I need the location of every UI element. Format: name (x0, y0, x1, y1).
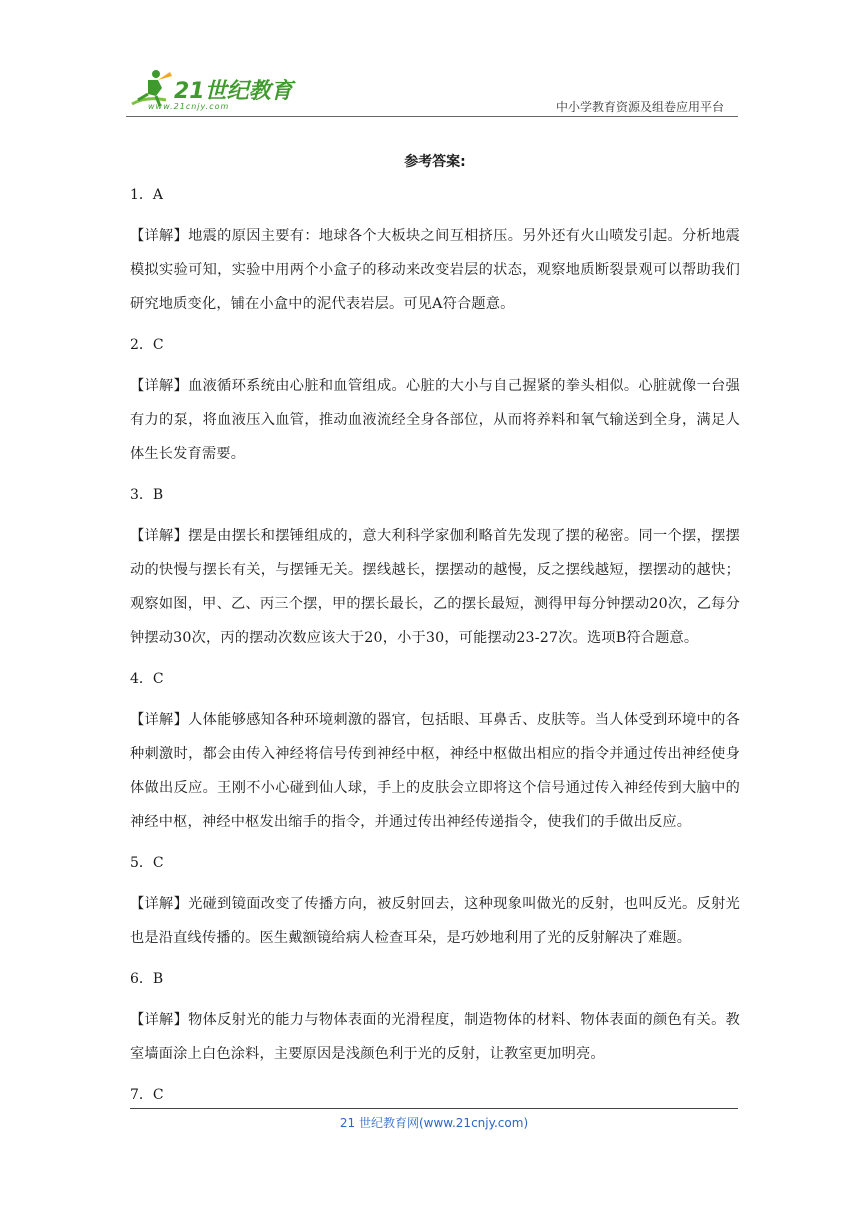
header-divider (126, 116, 738, 117)
answer-number: 5．C (130, 855, 164, 871)
answer-content (130, 152, 740, 1119)
answer-number: 3．B (130, 487, 164, 503)
answer-detail: 【详解】摆是由摆长和摆锤组成的，意大利科学家伽利略首先发现了摆的秘密。同一个摆，摆摆动的快慢与摆长有关，与摆锤无关。摆线越长，摆摆动的越慢，反之摆线越短，摆摆动的越快；观察如图，甲、乙、丙三个摆，甲的摆长最长，乙的摆长最短，测得甲每分钟摆动20次，乙每分钟摆动30次，丙的摆动次数应该大于20，小于30，可能摆动23-27次。选项B符合题意。 (130, 528, 740, 646)
answer-detail: 【详解】人体能够感知各种环境刺激的器官，包括眼、耳鼻舌、皮肤等。当人体受到环境中的各种刺激时，都会由传入神经将信号传到神经中枢，神经中枢做出相应的指令并通过传出神经使身体做出反应。王刚不小心碰到仙人球，手上的皮肤会立即将这个信号通过传入神经传到大脑中的神经中枢，神经中枢发出缩手的指令，并通过传出神经传递指令，使我们的手做出反应。 (130, 712, 740, 830)
footer-link[interactable]: 21 世纪教育网(www.21cnjy.com) (339, 1116, 529, 1130)
page-header (126, 66, 738, 118)
answer-detail: 【详解】物体反射光的能力与物体表面的光滑程度，制造物体的材料、物体表面的颜色有关。教室墙面涂上白色涂料，主要原因是浅颜色利于光的反射，让教室更加明亮。 (130, 1012, 740, 1062)
platform-tagline: 中小学教育资源及组卷应用平台 (555, 100, 724, 114)
site-logo[interactable] (126, 66, 296, 114)
answer-detail: 【详解】地震的原因主要有：地球各个大板块之间互相挤压。另外还有火山喷发引起。分析地震模拟实验可知，实验中用两个小盒子的移动来改变岩层的状态，观察地质断裂景观可以帮助我们研究地质变化，铺在小盒中的泥代表岩层。可见A符合题意。 (130, 228, 740, 312)
footer-divider (130, 1108, 738, 1109)
answer-number: 7．C (130, 1087, 164, 1103)
logo-url: www.21cnjy.com (148, 102, 230, 111)
answer-title: 参考答案: (404, 154, 466, 170)
answer-detail: 【详解】光碰到镜面改变了传播方向，被反射回去，这种现象叫做光的反射，也叫反光。反射光也是沿直线传播的。医生戴额镜给病人检查耳朵，是巧妙地利用了光的反射解决了难题。 (130, 896, 740, 946)
answer-list (130, 185, 740, 1105)
answer-detail: 【详解】血液循环系统由心脏和血管组成。心脏的大小与自己握紧的拳头相似。心脏就像一台强有力的泵，将血液压入血管，推动血液流经全身各部位，从而将养料和氧气输送到全身，满足人体生长发育需要。 (130, 378, 740, 462)
answer-number: 6．B (130, 971, 164, 987)
answer-number: 1．A (130, 187, 164, 203)
logo-text: 21世纪教育 (174, 79, 293, 104)
answer-number: 4．C (130, 671, 164, 687)
answer-number: 2．C (130, 337, 164, 353)
